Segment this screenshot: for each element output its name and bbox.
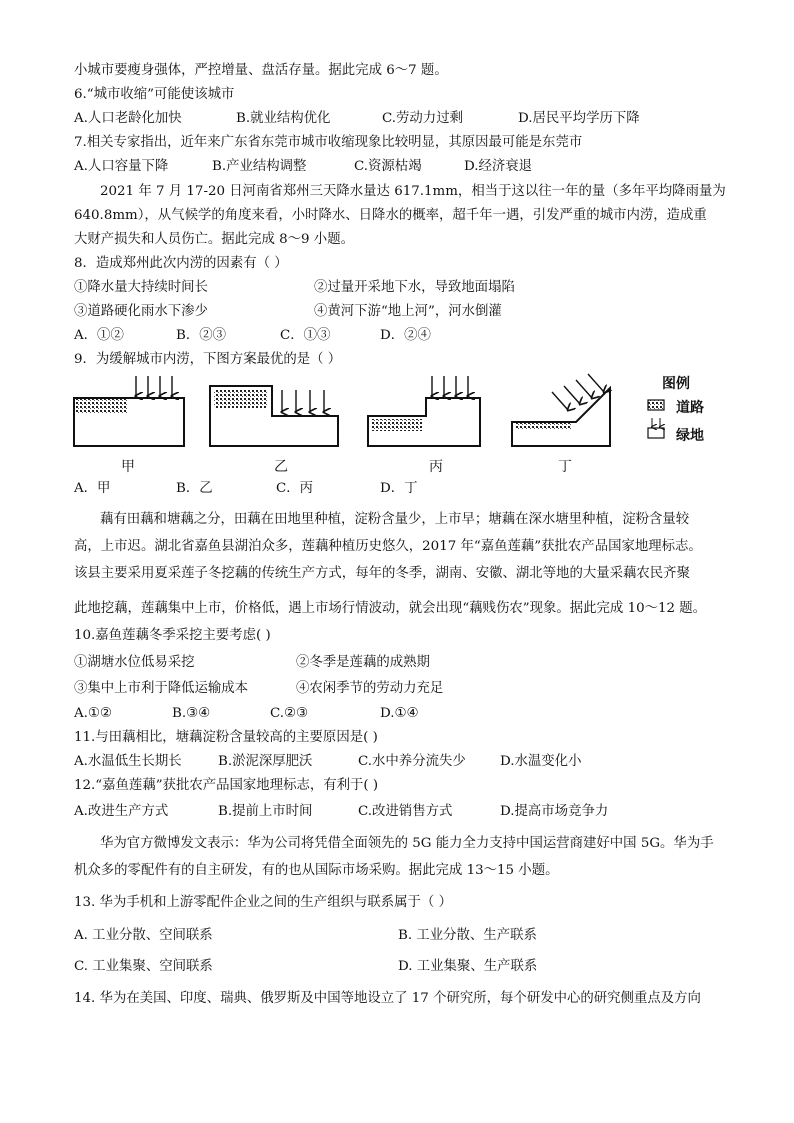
option-b: B. 工业分散、生产联系 [398, 928, 537, 943]
option-c: C.②③ [270, 706, 309, 721]
label-yi: 乙 [274, 459, 288, 475]
legend-title: 图例 [662, 376, 690, 392]
statement-4: ④黄河下游“地上河”，河水倒灌 [314, 304, 502, 319]
option-b: B．乙 [176, 481, 213, 496]
option-c: C.水中养分流失少 [358, 754, 466, 769]
statement-1: ①湖塘水位低易采挖 [74, 655, 195, 670]
legend-road-label: 道路 [676, 400, 704, 416]
text-line: 小城市要瘦身强体，严控增量、盘活存量。据此完成 6～7 题。 [74, 63, 448, 78]
question-11: 11.与田藕相比，塘藕淀粉含量较高的主要原因是( ) [74, 730, 378, 745]
option-d: D.居民平均学历下降 [518, 111, 640, 126]
legend-road-swatch [648, 400, 664, 410]
passage-line: 大财产损失和人员伤亡。据此完成 8～9 小题。 [74, 232, 354, 247]
option-c: C.资源枯竭 [354, 159, 422, 174]
option-a: A．甲 [74, 481, 111, 496]
option-a: A.人口老龄化加快 [74, 111, 182, 126]
option-d: D.①④ [380, 706, 419, 721]
question-6: 6.“城市收缩”可能使该城市 [74, 87, 235, 102]
label-jia: 甲 [121, 459, 135, 475]
passage-line: 此地挖藕，莲藕集中上市，价格低，遇上市场行情波动，就会出现“藕贱伤农”现象。据此完成 10～12 题。 [74, 601, 707, 616]
question-10: 10.嘉鱼莲藕冬季采挖主要考虑( ) [74, 628, 271, 643]
option-c: C．①③ [280, 328, 331, 343]
option-c: C.改进销售方式 [358, 804, 453, 819]
option-b: B.淤泥深厚肥沃 [218, 754, 313, 769]
legend-green-label: 绿地 [676, 428, 704, 444]
option-a: A．①② [74, 328, 124, 343]
scheme-bing [368, 376, 480, 446]
passage-line: 藕有田藕和塘藕之分，田藕在田地里种植，淀粉含量少，上市早；塘藕在深水塘里种植，淀粉含量较 [100, 512, 690, 527]
option-b: B．②③ [176, 328, 227, 343]
question-7: 7.相关专家指出，近年来广东省东莞市城市收缩现象比较明显，其原因最可能是东莞市 [74, 135, 583, 150]
statement-3: ③集中上市利于降低运输成本 [74, 681, 249, 696]
option-b: B.提前上市时间 [218, 804, 313, 819]
option-d: D.经济衰退 [464, 159, 533, 174]
option-d: D.提高市场竞争力 [500, 804, 609, 819]
passage-line: 640.8mm），从气候学的角度来看，小时降水、日降水的概率，超千年一遇，引发严重的城市内涝，造成重 [74, 208, 707, 223]
option-d: D.水温变化小 [500, 754, 582, 769]
option-d: D．②④ [380, 328, 431, 343]
passage-line: 高，上市迟。湖北省嘉鱼县湖泊众多，莲藕种植历史悠久，2017 年“嘉鱼莲藕”获批农产品国家地理标志。 [74, 539, 702, 554]
passage-line: 机众多的零配件有的自主研发，有的也从国际市场采购。据此完成 13～15 小题。 [74, 863, 559, 878]
statement-1: ①降水量大持续时间长 [74, 280, 208, 295]
statement-4: ④农闲季节的劳动力充足 [296, 681, 444, 696]
option-b: B.③④ [172, 706, 211, 721]
option-c: C. 工业集聚、空间联系 [74, 959, 213, 974]
question-12: 12.“嘉鱼莲藕”获批农产品国家地理标志，有利于( ) [74, 778, 379, 793]
label-ding: 丁 [558, 459, 572, 475]
option-b: B.就业结构优化 [236, 111, 331, 126]
question-13: 13. 华为手机和上游零配件企业之间的生产组织与联系属于（ ） [74, 895, 452, 910]
option-a: A. 工业分散、空间联系 [74, 928, 213, 943]
option-d: D．丁 [380, 481, 418, 496]
scheme-jia [74, 376, 184, 446]
statement-2: ②冬季是莲藕的成熟期 [296, 655, 430, 670]
option-c: C．丙 [276, 481, 314, 496]
question-14: 14. 华为在美国、印度、瑞典、俄罗斯及中国等地设立了 17 个研究所，每个研发中心的研究侧重点及方向 [74, 991, 701, 1006]
legend-green-swatch [648, 418, 664, 438]
option-a: A.①② [74, 706, 112, 721]
statement-2: ②过量开采地下水，导致地面塌陷 [314, 280, 515, 295]
passage-line: 华为官方微博发文表示：华为公司将凭借全面领先的 5G 能力全力支持中国运营商建好中国 5G。华为手 [100, 836, 714, 851]
scheme-ding [512, 374, 610, 446]
passage-line: 2021 年 7 月 17-20 日河南省郑州三天降水量达 617.1mm，相当于这以往一年的量（多年平均降雨量为 [100, 184, 726, 199]
statement-3: ③道路硬化雨水下渗少 [74, 304, 208, 319]
drainage-diagram [60, 366, 760, 474]
option-b: B.产业结构调整 [212, 159, 307, 174]
question-9: 9．为缓解城市内涝，下图方案最优的是（ ） [74, 352, 342, 367]
passage-line: 该县主要采用夏采莲子冬挖藕的传统生产方式，每年的冬季，湖南、安徽、湖北等地的大量采藕农民齐聚 [74, 566, 690, 581]
option-d: D. 工业集聚、生产联系 [398, 959, 538, 974]
option-a: A.人口容量下降 [74, 159, 169, 174]
label-bing: 丙 [429, 459, 443, 475]
option-c: C.劳动力过剩 [382, 111, 463, 126]
option-a: A.水温低生长期长 [74, 754, 182, 769]
scheme-yi [210, 386, 338, 446]
question-8: 8．造成郑州此次内涝的因素有（ ） [74, 256, 288, 271]
option-a: A.改进生产方式 [74, 804, 169, 819]
